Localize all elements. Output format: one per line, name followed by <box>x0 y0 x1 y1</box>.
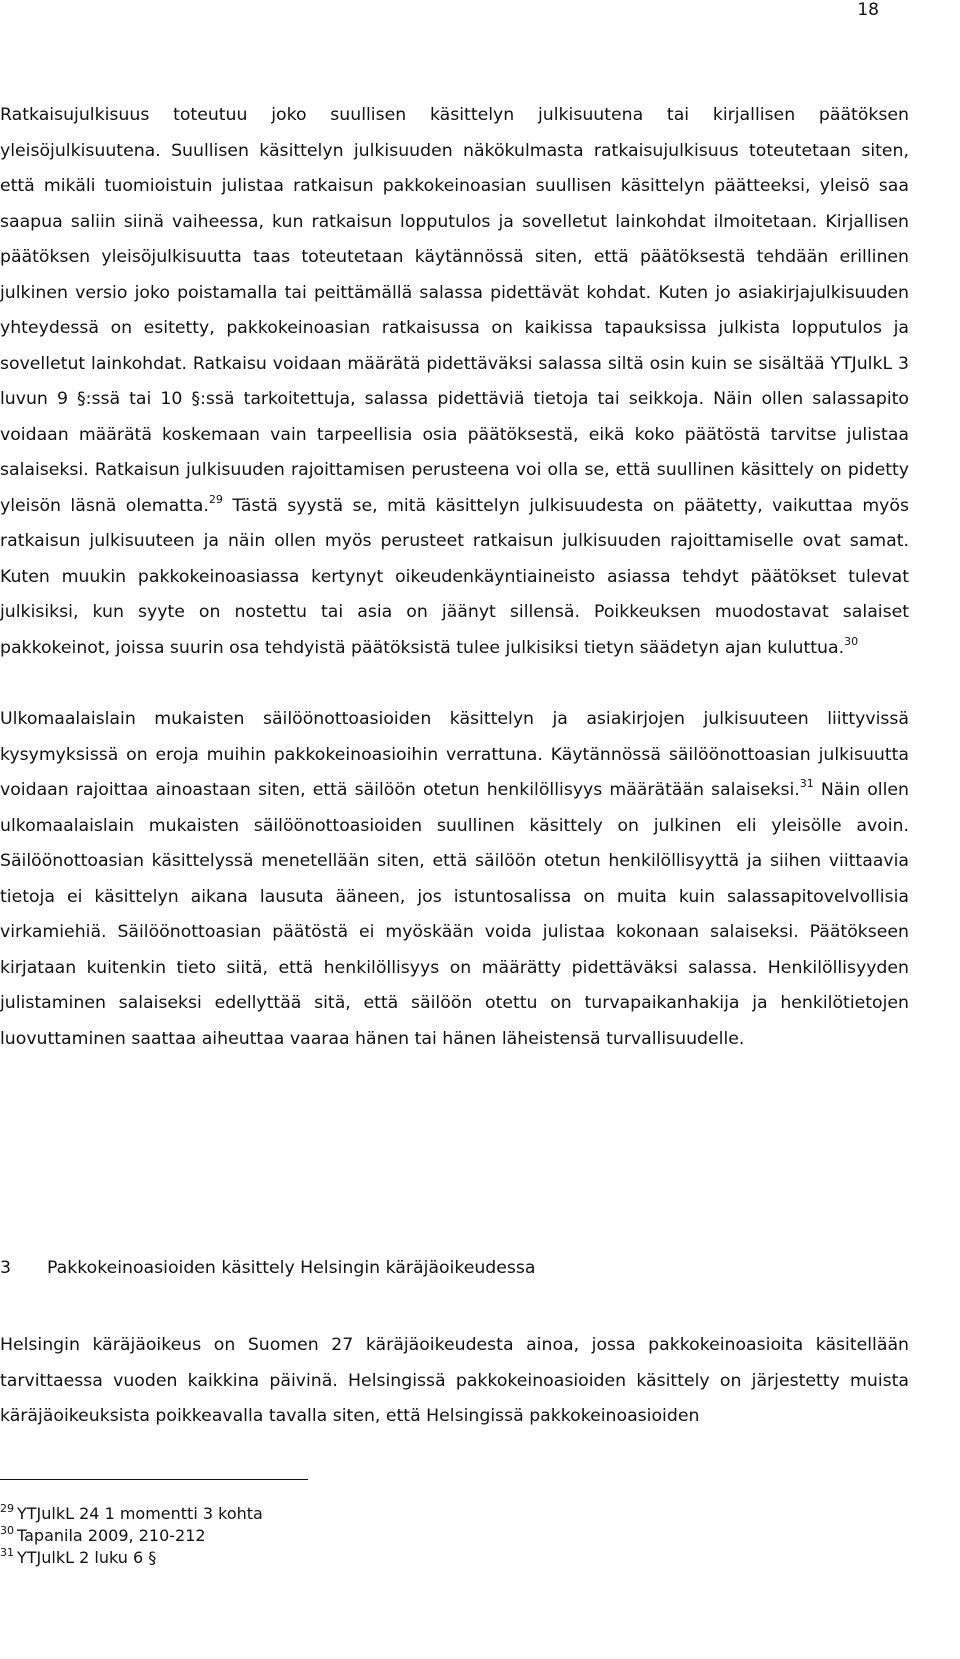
section-number: 3 <box>0 1258 11 1278</box>
footnote-reference[interactable]: 30 <box>844 634 859 648</box>
footnote-text: YTJulkL 24 1 momentti 3 kohta <box>17 1504 263 1523</box>
footnote-number: 31 <box>0 1546 14 1559</box>
section-body <box>0 1328 909 1435</box>
footnote-reference[interactable]: 31 <box>799 777 814 790</box>
paragraph <box>0 98 909 666</box>
footnote <box>0 1547 263 1569</box>
footnote <box>0 1525 263 1547</box>
paragraph: Helsingin käräjäoikeus on Suomen 27 käräjäoikeudesta ainoa, jossa pakkokeinoasioita käsitellään tarvittaessa vuoden kaikkina päivinä. Helsingissä pakkokeinoasioiden käsittely on järjestetty muista käräjäoikeuksista poikkeavalla tavalla siten, että Helsingissä pakkokeinoasioiden <box>0 1335 909 1426</box>
footnote-number: 30 <box>0 1524 14 1537</box>
paragraph <box>0 702 909 1057</box>
footnotes <box>0 1503 263 1569</box>
section-title: Pakkokeinoasioiden käsittely Helsingin käräjäoikeudessa <box>47 1258 536 1278</box>
page-number: 18 <box>857 0 879 20</box>
paragraph-text: Näin ollen ulkomaalaislain mukaisten säilöönottoasioiden suullinen käsittely on julkinen eli yleisölle avoin. Säilöönottoasian käsittelyssä menetellään siten, että säilöön otetun henkilöllisyyttä ja siihen viittaavia tietoja ei käsittelyn aikana lausuta ääneen, jos istuntosalissa on muita kuin salassapitovelvollisia virkamiehiä. Säilöönottoasian päätöstä ei myöskään voida julistaa kokonaan salaiseksi. Päätökseen kirjataan kuitenkin tieto siitä, että henkilöllisyys on määrätty pidettäväksi salassa. Henkilöllisyyden julistaminen salaiseksi edellyttää sitä, että säilöön otettu on turvapaikanhakija ja henkilötietojen luovuttaminen saattaa aiheuttaa vaaraa hänen tai hänen läheistensä turvallisuudelle. <box>0 780 909 1049</box>
footnote <box>0 1503 263 1525</box>
footnote-reference[interactable]: 29 <box>208 492 223 506</box>
footnote-text: YTJulkL 2 luku 6 § <box>17 1548 157 1567</box>
footnote-divider <box>0 1479 308 1480</box>
paragraph-text: Tästä syystä se, mitä käsittelyn julkisuudesta on päätetty, vaikuttaa myös ratkaisun julkisuuteen ja näin ollen myös perusteet ratkaisun julkisuuden rajoittamiselle ovat samat. Kuten muukin pakkokeinoasiassa kertynyt oikeudenkäyntiaineisto asiassa tehdyt päätökset tulevat julkisiksi, kun syyte on nostettu tai asia on jäänyt sillensä. Poikkeuksen muodostavat salaiset pakkokeinot, joissa suurin osa tehdyistä päätöksistä tulee julkisiksi tietyn säädetyn ajan kuluttua. <box>0 495 909 658</box>
paragraph-text: Ratkaisujulkisuus toteutuu joko suullisen käsittelyn julkisuutena tai kirjallisen päätöksen yleisöjulkisuutena. Suullisen käsittelyn julkisuuden näkökulmasta ratkaisujulkisuus toteutetaan siten, että mikäli tuomioistuin julistaa ratkaisun pakkokeinoasian suullisen käsittelyn päätteeksi, yleisö saa saapua saliin siinä vaiheessa, kun ratkaisun lopputulos ja sovelletut lainkohdat ilmoitetaan. Kirjallisen päätöksen yleisöjulkisuutta taas toteutetaan käytännössä siten, että päätöksestä tehdään erillinen julkinen versio joko poistamalla tai peittämällä salassa pidettävät kohdat. Kuten jo asiakirjajulkisuuden yhteydessä on esitetty, pakkokeinoasian ratkaisussa on kaikissa tapauksissa julkista lopputulos ja sovelletut lainkohdat. Ratkaisu voidaan määrätä pidettäväksi salassa siltä osin kuin se sisältää YTJulkL 3 luvun 9 §:ssä tai 10 §:ssä tarkoitettuja, salassa pidettäviä tietoja tai seikkoja. Näin ollen salassapito voidaan määrätä koskemaan vain tarpeellisia osia päätöksestä, eikä koko päätöstä tarvitse julistaa salaiseksi. Ratkaisun julkisuuden rajoittamisen perusteena voi olla se, että suullinen käsittely on pidetty yleisön läsnä olematta. <box>0 105 909 516</box>
section-heading <box>0 1256 536 1280</box>
body-text <box>0 98 909 1057</box>
footnote-text: Tapanila 2009, 210-212 <box>17 1526 206 1545</box>
footnote-number: 29 <box>0 1502 14 1515</box>
paragraph-text: Ulkomaalaislain mukaisten säilöönottoasioiden käsittelyn ja asiakirjojen julkisuuteen liittyvissä kysymyksissä on eroja muihin pakkokeinoasioihin verrattuna. Käytännössä säilöönottoasian julkisuutta voidaan rajoittaa ainoastaan siten, että säilöön otetun henkilöllisyys määrätään salaiseksi. <box>0 709 909 800</box>
